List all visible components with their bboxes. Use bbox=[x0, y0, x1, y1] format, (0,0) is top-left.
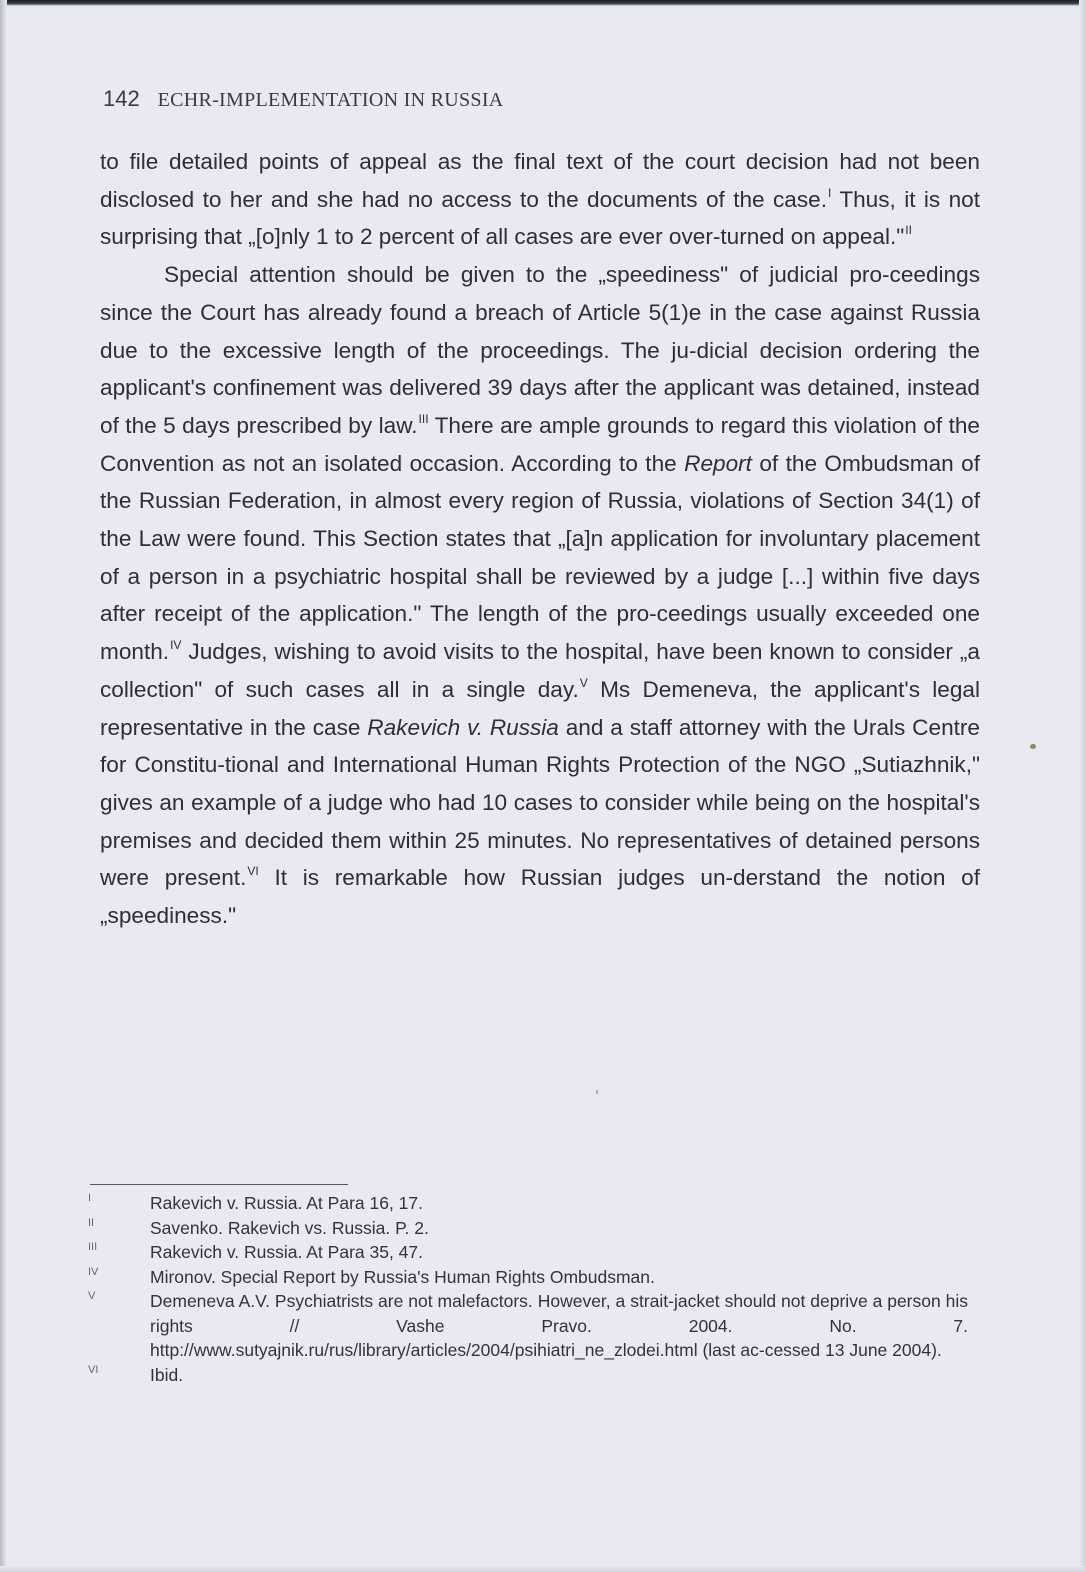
paragraph-1-text-a: to file detailed points of appeal as the final text of the court decision had not been disclosed to her and she had no access to the documents of the case. bbox=[100, 149, 980, 212]
footnote-marker: IV bbox=[88, 1265, 99, 1278]
footnote-text: Rakevich v. Russia. At Para 16, 17. bbox=[150, 1193, 424, 1213]
body-text bbox=[100, 143, 980, 935]
footnote-2 bbox=[88, 1216, 968, 1241]
paper-speck bbox=[1030, 744, 1036, 749]
paragraph-2-text-f: and a staff attorney with the Urals Centre for Constitu-tional and International Human Rights Protection of the NGO „Sutiazhnik," gives an example of a judge who had 10 cases to consider while being on the hospital's premises and decided them within 25 minutes. No representatives of detained persons were present. bbox=[100, 714, 980, 891]
footnotes bbox=[88, 1191, 968, 1387]
footnote-3 bbox=[88, 1240, 968, 1265]
paragraph-2-text-c: of the Ombudsman of the Russian Federation, in almost every region of Russia, violations of Section 34(1) of the Law were found. This Section states that „[a]n application for involuntary placement of a person in a psychiatric hospital shall be reviewed by a judge [...] within five days after receipt of the application." The length of the pro-ceedings usually exceeded one month. bbox=[100, 450, 980, 665]
footnote-marker: I bbox=[88, 1192, 92, 1204]
footnote-1 bbox=[88, 1191, 968, 1216]
footnote-5 bbox=[88, 1289, 968, 1363]
footnote-ref-3[interactable]: III bbox=[418, 411, 429, 426]
footnote-ref-4[interactable]: IV bbox=[170, 638, 182, 653]
paragraph-2-text-b: There are ample grounds to regard this violation of the Convention as not an isolated occasion. According to the bbox=[100, 412, 980, 476]
scan-top-edge bbox=[0, 0, 1085, 6]
paragraph-2-text-a: Special attention should be given to the „speediness" of judicial pro-ceedings since the Court has already found a breach of Article 5(1)e in the case against Russia due to the excessive length of the proceedings. The ju-dicial decision ordering the applicant's confinement was delivered 39 days after the applicant was detained, instead of the 5 days prescribed by law. bbox=[100, 262, 980, 438]
footnote-6 bbox=[88, 1363, 968, 1388]
page-header bbox=[103, 86, 504, 112]
paper-mark bbox=[596, 1090, 598, 1094]
footnote-4 bbox=[88, 1265, 968, 1290]
footnote-text: Mironov. Special Report by Russia's Human Rights Ombudsman. bbox=[150, 1266, 655, 1287]
footnote-marker: II bbox=[88, 1216, 95, 1229]
italic-case-name: Rakevich v. Russia bbox=[367, 714, 559, 740]
footnote-text: Rakevich v. Russia. At Para 35, 47. bbox=[150, 1242, 424, 1262]
italic-report: Report bbox=[684, 450, 752, 476]
paragraph-1-text-b: Thus, it is not surprising that „[o]nly 1 to 2 percent of all cases are ever over-turned on appeal." bbox=[100, 186, 981, 250]
footnote-ref-2[interactable]: II bbox=[905, 223, 912, 238]
running-title: ECHR-IMPLEMENTATION IN RUSSIA bbox=[157, 89, 504, 111]
page-number: 142 bbox=[103, 86, 140, 111]
footnote-divider bbox=[90, 1184, 348, 1185]
footnote-marker: VI bbox=[88, 1363, 99, 1376]
paragraph-2-text-d: Judges, wishing to avoid visits to the hospital, have been known to consider „a collection" of such cases all in a single day. bbox=[100, 639, 980, 702]
footnote-text: Savenko. Rakevich vs. Russia. P. 2. bbox=[150, 1217, 429, 1238]
footnote-text: Ibid. bbox=[150, 1364, 184, 1385]
footnote-marker: III bbox=[88, 1241, 98, 1253]
footnote-ref-5[interactable]: V bbox=[579, 675, 588, 690]
scan-right-edge bbox=[1079, 0, 1085, 1572]
paragraph-2-text-g: It is remarkable how Russian judges un-derstand the notion of „speediness." bbox=[100, 865, 981, 929]
footnote-ref-1[interactable]: I bbox=[828, 185, 832, 200]
footnote-marker: V bbox=[88, 1290, 96, 1302]
footnote-text: Demeneva A.V. Psychiatrists are not malefactors. However, a strait-jacket should not deprive a person his rights // Vashe Pravo. 2004. No. 7. http://www.sutyajnik.ru/rus/library/articles/2004/psihiatri_ne_zlodei.html (last ac-cessed 13 June 2004). bbox=[150, 1291, 968, 1360]
paragraph-2-text-e: Ms Demeneva, the applicant's legal representative in the case bbox=[100, 676, 980, 740]
paragraph-1 bbox=[100, 143, 980, 256]
scan-bottom-edge bbox=[0, 1566, 1085, 1572]
paragraph-2 bbox=[100, 256, 980, 935]
footnote-ref-6[interactable]: VI bbox=[247, 864, 259, 879]
scan-left-edge bbox=[0, 0, 7, 1572]
